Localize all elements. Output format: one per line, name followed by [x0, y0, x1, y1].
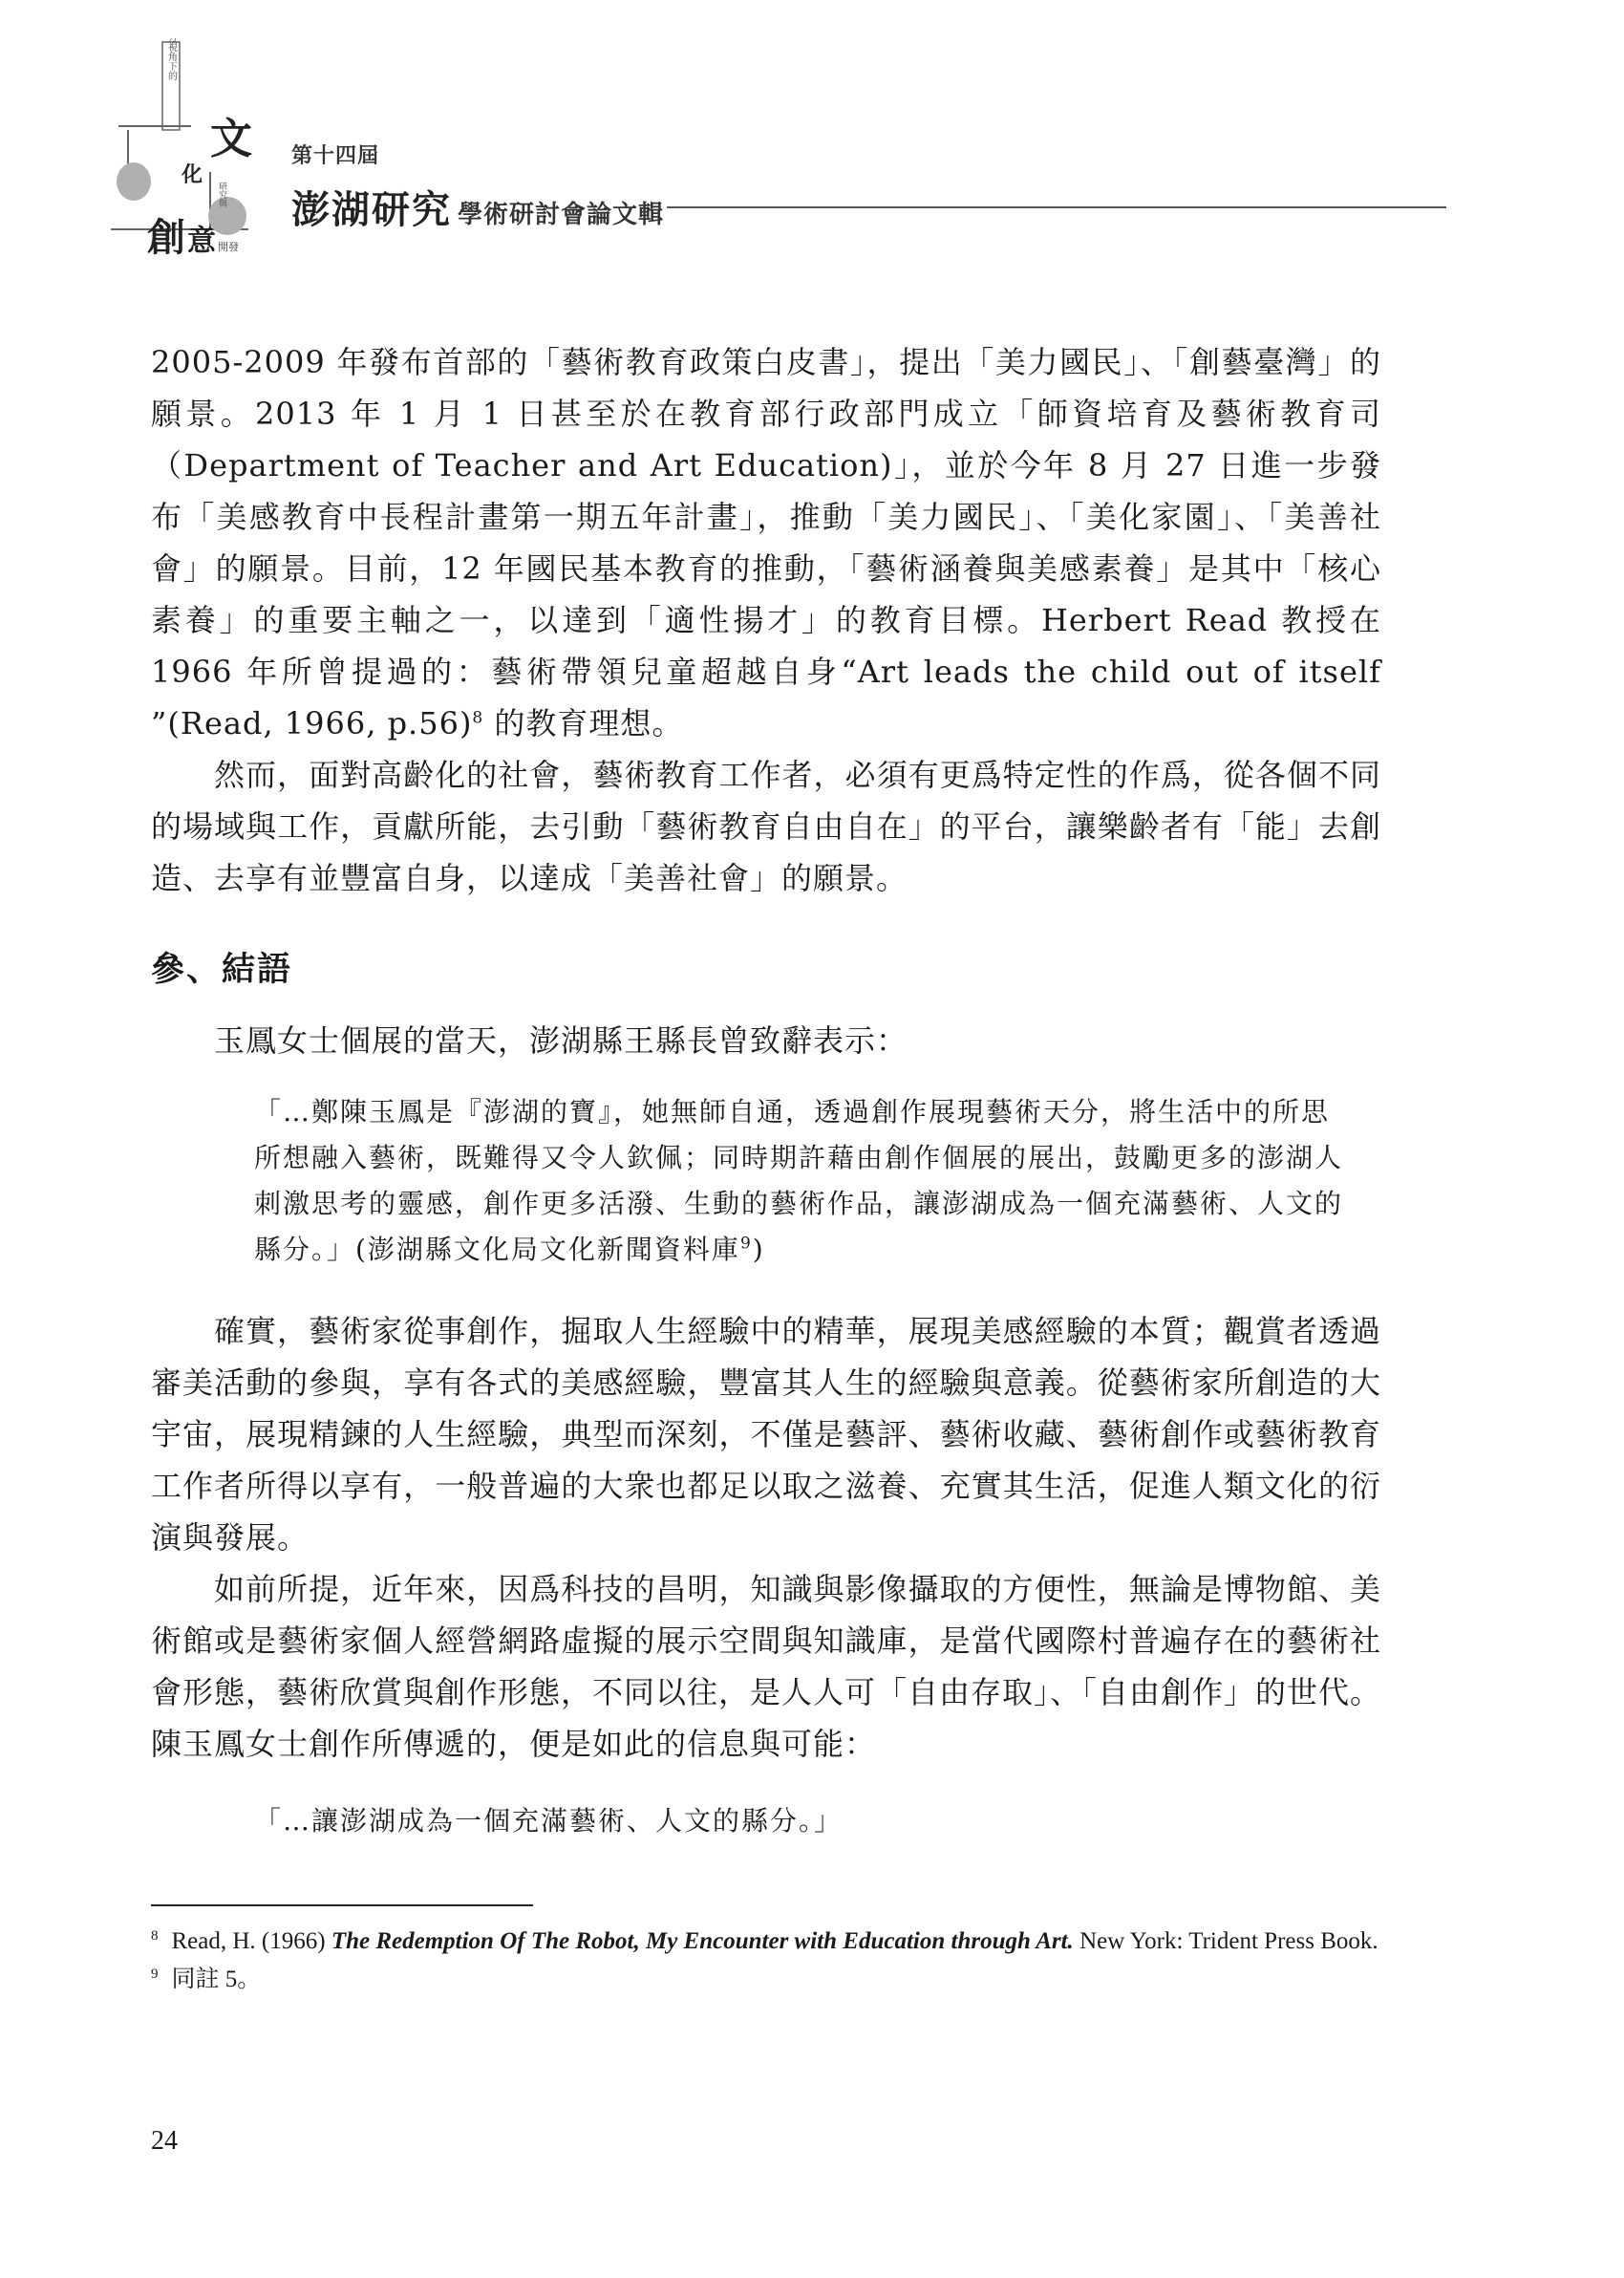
- paragraph-4: 確實，藝術家從事創作，掘取人生經驗中的精華，展現美感經驗的本質；觀賞者透過審美活動的參與，享有各式的美感經驗，豐富其人生的經驗與意義。從藝術家所創造的大宇宙，展現精鍊的人生經驗，典型而深刻，不僅是藝評、藝術收藏、藝術創作或藝術教育工作者所得以享有，一般普遍的大衆也都足以取之滋養、充實其生活，促進人類文化的衍演與發展。: [151, 1313, 1381, 1556]
- logo-graphic: [105, 38, 277, 268]
- footnote-text: 同註 5。: [171, 1966, 262, 1992]
- footnote-9: [151, 1961, 1381, 1999]
- section-heading: 參、結語: [151, 950, 293, 989]
- footnote-ref-8[interactable]: 8: [472, 708, 484, 728]
- logo-char-4: 意: [187, 225, 216, 258]
- footnotes: [151, 1923, 1381, 1999]
- running-header: [105, 38, 1442, 268]
- paragraph-1: [151, 336, 1381, 749]
- block-quote-1-tail: ): [752, 1234, 765, 1265]
- block-quote-1: [254, 1089, 1353, 1273]
- footnote-number: 8: [151, 1927, 159, 1944]
- footnote-8: [151, 1923, 1381, 1961]
- logo-side-text: 研究與: [217, 182, 226, 207]
- header-rule: [667, 206, 1446, 208]
- main-content: [151, 336, 1381, 1844]
- footnote-ref-9[interactable]: 9: [739, 1234, 753, 1254]
- paragraph-5: 如前所提，近年來，因爲科技的昌明，知識與影像攝取的方便性，無論是博物館、美術館或是藝術家個人經營網路虛擬的展示空間與知識庫，是當代國際村普遍存在的藝術社會形態，藝術欣賞與創作形態，不同以往，是人人可「自由存取」、「自由創作」的世代。陳玉鳳女士創作所傳遞的，便是如此的信息與可能：: [151, 1571, 1382, 1762]
- paragraph-1-tail: 的教育理想。: [483, 705, 684, 741]
- footnote-number: 9: [151, 1966, 159, 1982]
- paragraph-1-text: 2005-2009 年發布首部的「藝術教育政策白皮書」，提出「美力國民」、「創藝臺灣」的願景。2013 年 1 月 1 日甚至於在教育部行政部門成立「師資培育及藝術教育司（Department of Teacher and Art Education)」，並於今年 8 月 27 日進一步發布「美感教育中長程計畫第一期五年計畫」，推動「美力國民」、「美化家園」、「美善社會」的願景。目前，12 年國民基本教育的推動，「藝術涵養與美感素養」是其中「核心素養」的重要主軸之一，以達到「適性揚才」的教育目標。Herbert Read 教授在 1966 年所曾提過的：藝術帶領兒童超越自身“Art leads the child out of itself ”(Read, 1966, p.56): [151, 344, 1381, 741]
- footnote-text: Read, H. (1966): [171, 1928, 331, 1954]
- footnote-publisher: New York: Trident Press Book.: [1073, 1928, 1378, 1954]
- journal-subtitle: 學術研討會論文輯: [458, 201, 665, 229]
- footnote-rule: [151, 1904, 533, 1906]
- logo-bottom-text: 開發: [218, 241, 239, 253]
- edition-label: 第十四屆: [291, 143, 380, 168]
- block-quote-2: 「…讓澎湖成為一個充滿藝術、人文的縣分。」: [254, 1805, 844, 1837]
- conference-logo: [105, 38, 277, 268]
- logo-char-2: 化: [182, 162, 203, 187]
- page-number: 24: [151, 2126, 178, 2156]
- block-quote-1-text: 「…鄭陳玉鳳是『澎湖的寶』，她無師自通，透過創作展現藝術天分，將生活中的所思所想融入藝術，既難得又令人欽佩；同時期許藉由創作個展的展出，鼓勵更多的澎湖人刺激思考的靈感，創作更多活潑、生動的藝術作品，讓澎湖成為一個充滿藝術、人文的縣分。」(澎湖縣文化局文化新聞資料庫: [254, 1096, 1344, 1265]
- paragraph-2: 然而，面對高齡化的社會，藝術教育工作者，必須有更爲特定性的作爲，從各個不同的場域與工作，貢獻所能，去引動「藝術教育自由自在」的平台，讓樂齡者有「能」去創造、去享有並豐富自身，以達成「美善社會」的願景。: [151, 757, 1381, 896]
- logo-char-3: 創: [147, 215, 185, 260]
- logo-vertical-text: 地方視角下的: [165, 38, 177, 80]
- logo-char-1: 文: [210, 115, 252, 163]
- paragraph-3: 玉鳳女士個展的當天，澎湖縣王縣長曾致辭表示：: [214, 1022, 908, 1059]
- journal-main-title: 澎湖研究: [291, 187, 452, 232]
- footnote-book-title: The Redemption Of The Robot, My Encounter with Education through Art.: [331, 1928, 1074, 1954]
- journal-title: [291, 180, 664, 234]
